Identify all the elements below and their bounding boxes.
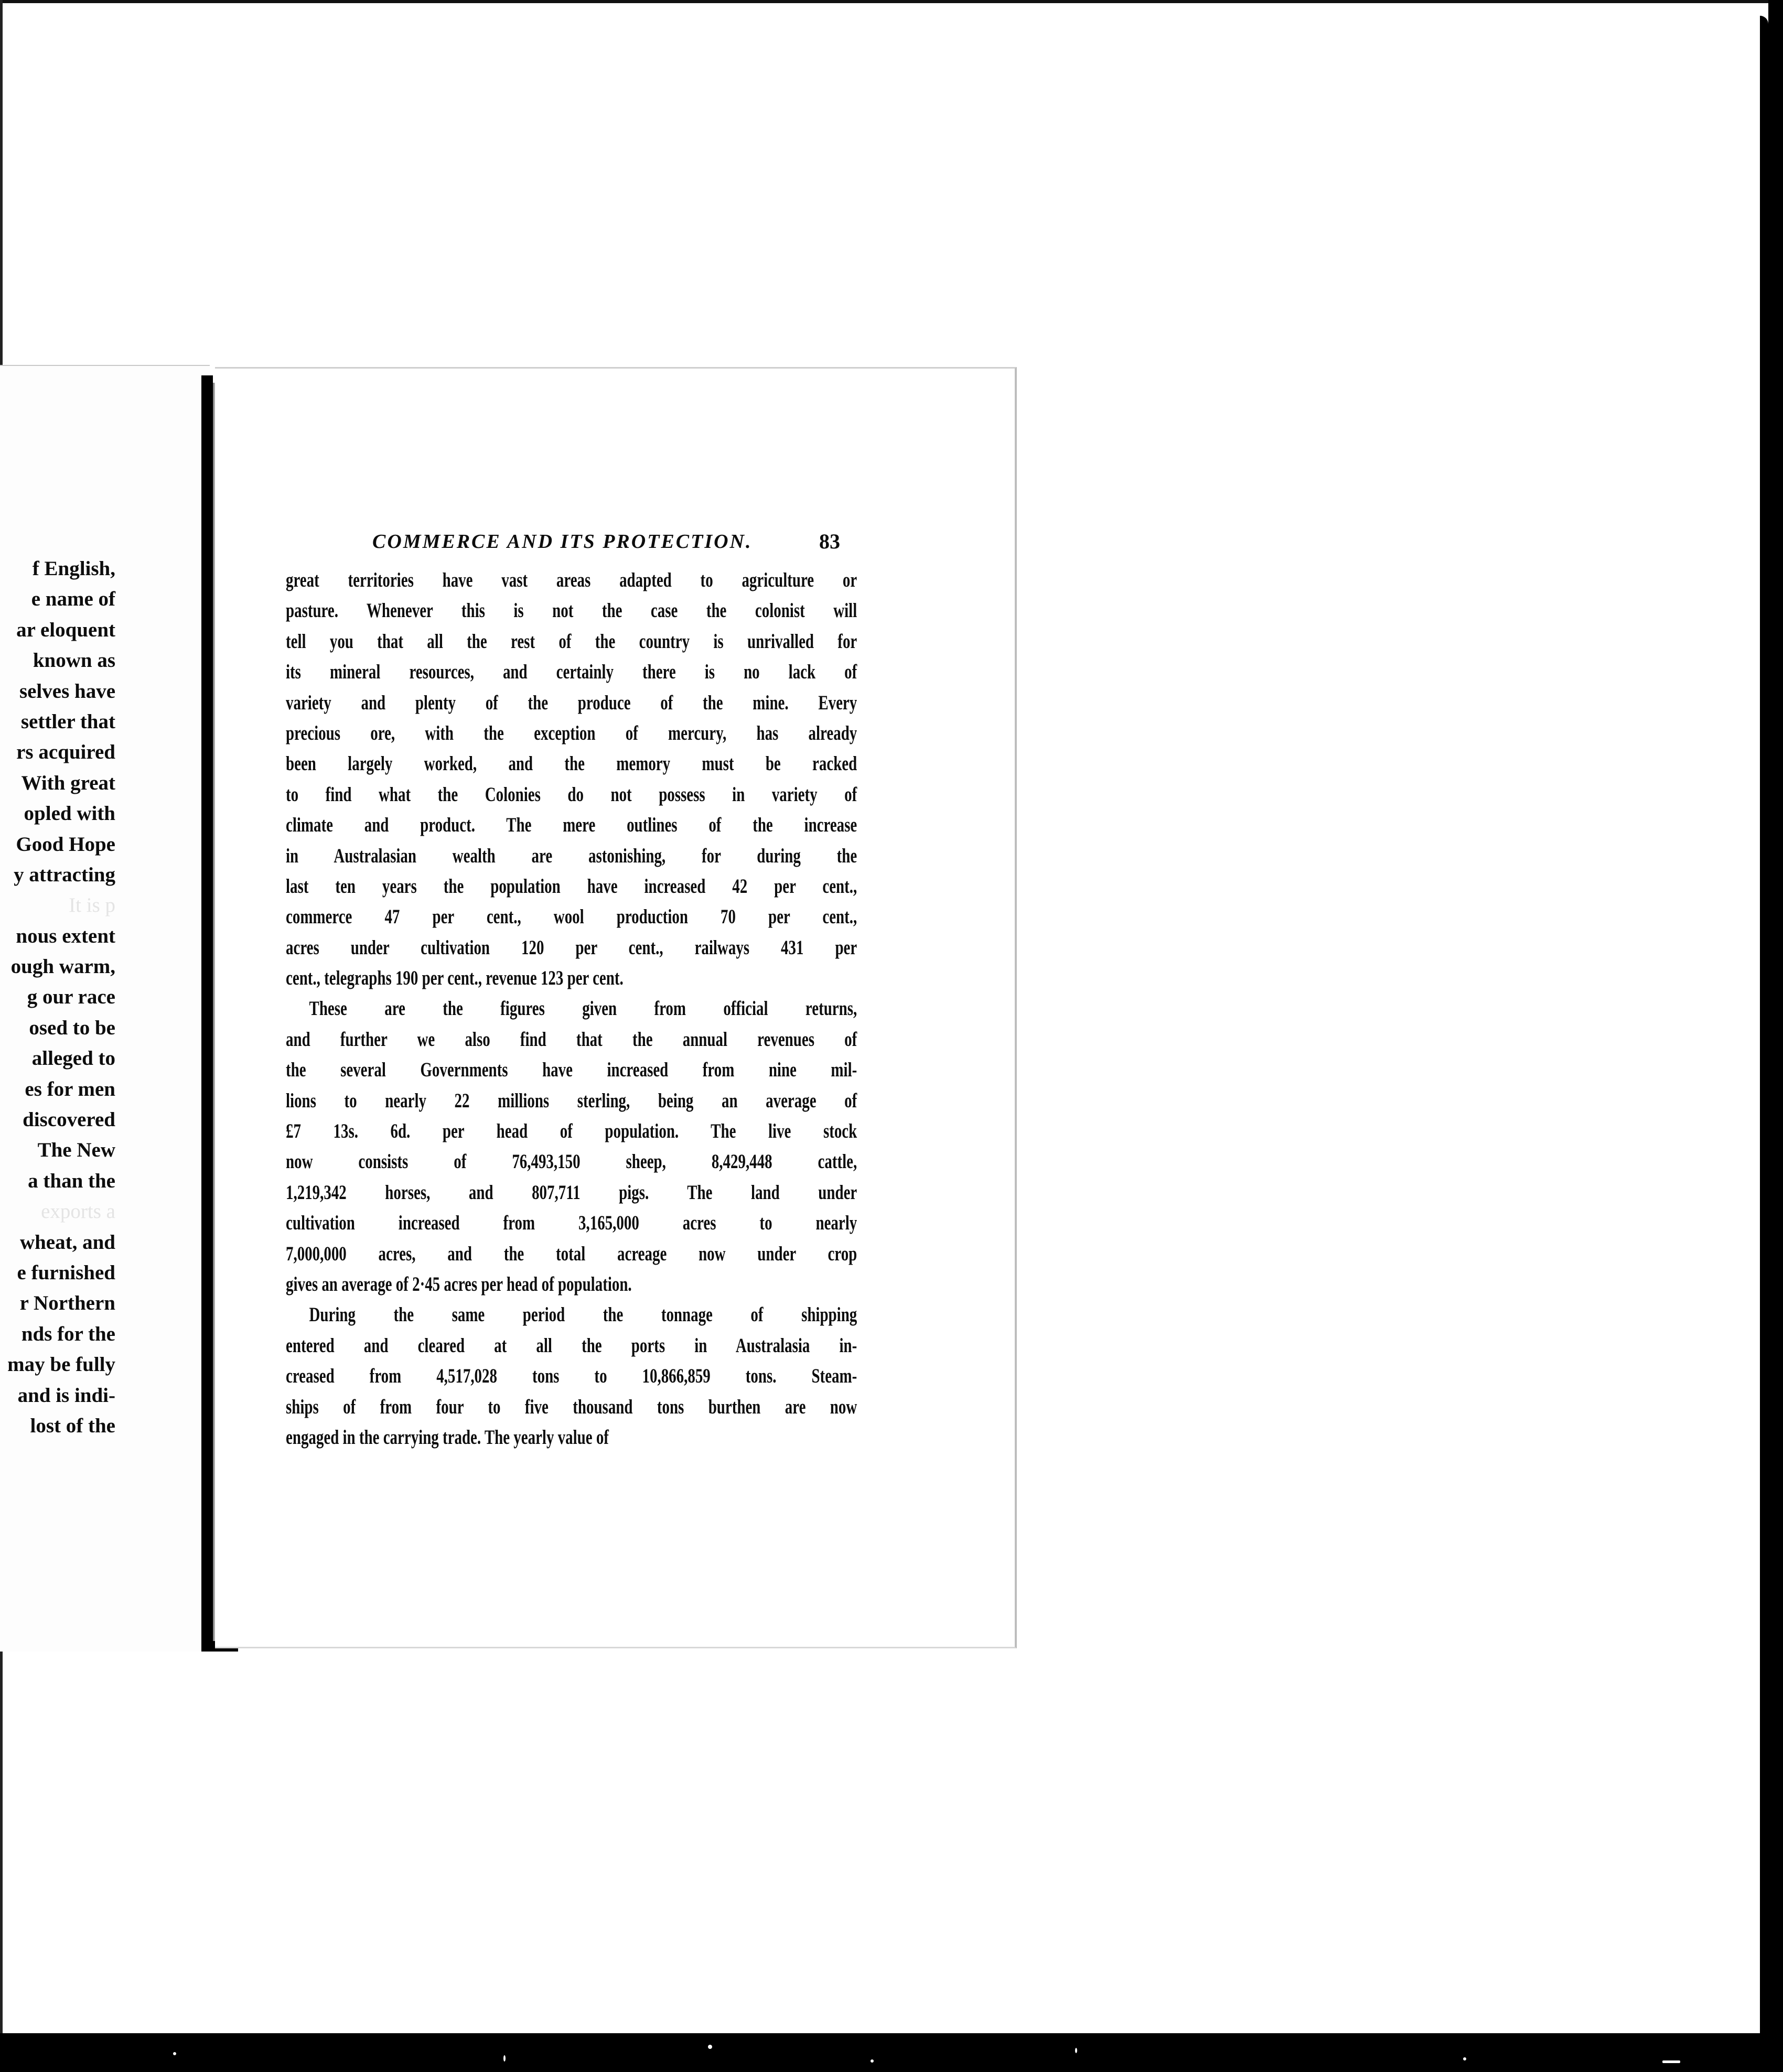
previous-page-line: discovered [23,1108,115,1131]
previous-page-line: f English, [32,557,115,580]
previous-page-line: It is p [69,894,115,917]
text-line: to find what the Colonies do not possess in variety of [286,783,857,806]
text-line: been largely worked, and the memory must be racked [286,752,857,775]
text-line: gives an average of 2·45 acres per head of population. [286,1272,632,1296]
text-line: ships of from four to five thousand tons burthen are now [286,1395,857,1418]
text-line: entered and cleared at all the ports in Australasia in- [286,1334,857,1357]
text-line: pasture. Whenever this is not the case the colonist will [286,599,857,622]
previous-page-line: nous extent [16,924,115,947]
previous-page-line: e furnished [17,1261,115,1284]
previous-page-line: osed to be [29,1016,115,1039]
previous-page-line: selves have [19,679,115,703]
text-line: £7 13s. 6d. per head of population. The live stock [286,1120,857,1143]
previous-page-line: rs acquired [16,741,115,764]
text-line: 7,000,000 acres, and the total acreage now under crop [286,1242,857,1265]
previous-page-fragment [0,365,210,1652]
scan-speck [173,2052,176,2055]
text-line: and further we also find that the annual revenues of [286,1028,857,1051]
text-line: engaged in the carrying trade. The yearly value of [286,1426,609,1449]
previous-page-line: The New [37,1139,115,1162]
text-line: acres under cultivation 120 per cent., railways 431 per [286,936,857,959]
text-line: climate and product. The mere outlines of the increase [286,814,857,837]
page-number: 83 [819,530,840,553]
previous-page-line: a than the [28,1169,115,1192]
previous-page-line: e name of [31,588,115,611]
text-line: great territories have vast areas adapted to agriculture or [286,569,857,591]
text-line: the several Governments have increased from nine mil- [286,1059,857,1082]
previous-page-line: lost of the [30,1414,115,1437]
text-line: variety and plenty of the produce of the mine. Every [286,691,857,714]
previous-page-line: exports a [41,1200,115,1223]
text-line: 1,219,342 horses, and 807,711 pigs. The land under [286,1181,857,1204]
paragraph [286,1300,857,1453]
previous-page-line: With great [21,771,115,794]
running-head-title: COMMERCE AND ITS PROTECTION. [372,531,753,553]
scan-border-right-inner [1760,16,1768,2039]
previous-page-line: nds for the [21,1322,115,1345]
running-head [215,526,1015,557]
text-line: now consists of 76,493,150 sheep, 8,429,448 cattle, [286,1150,857,1173]
text-line: These are the figures given from official returns, [309,997,857,1020]
paragraph [286,565,857,994]
scan-speck [503,2055,506,2062]
previous-page-line: wheat, and [19,1231,115,1254]
previous-page-line: Good Hope [16,833,115,856]
previous-page-line: ough warm, [10,955,115,978]
scan-speck [871,2059,874,2063]
text-line: cultivation increased from 3,165,000 acres to nearly [286,1212,857,1235]
book-page [215,367,1017,1648]
previous-page-line: ar eloquent [16,618,115,641]
previous-page-line: may be fully [7,1353,115,1376]
previous-page-line: alleged to [31,1047,115,1070]
scan-speck [708,2045,712,2049]
previous-page-line: opled with [24,802,115,825]
text-line: commerce 47 per cent., wool production 70 per cent., [286,905,857,929]
text-line: cent., telegraphs 190 per cent., revenue 123 per cent. [286,967,624,990]
scan-speck [1662,2060,1680,2063]
text-line: its mineral resources, and certainly there is no lack of [286,661,857,684]
previous-page-line: r Northern [19,1292,115,1315]
previous-page-line: g our race [27,986,115,1009]
text-line: creased from 4,517,028 tons to 10,866,859 tons. Steam- [286,1365,857,1388]
text-line: During the same period the tonnage of shipping [309,1303,857,1326]
book-spine [201,375,213,1649]
text-line: in Australasian wealth are astonishing, for during the [286,844,857,867]
text-line: precious ore, with the exception of mercury, has already [286,721,857,744]
scan-speck [1463,2057,1466,2060]
previous-page-line: es for men [25,1077,115,1100]
text-line: tell you that all the rest of the country is unrivalled for [286,630,857,653]
previous-page-line: y attracting [14,863,115,886]
previous-page-line: settler that [20,710,115,733]
body-text [286,565,857,1453]
scan-border-right [1768,0,1783,2072]
scan-border-bottom [0,2033,1783,2072]
scan-border-top [0,0,1768,3]
text-line: lions to nearly 22 millions sterling, being an average of [286,1089,857,1112]
previous-page-line: known as [33,649,115,672]
previous-page-text [0,554,115,1441]
previous-page-line: and is indi- [17,1384,115,1407]
text-line: last ten years the population have increased 42 per cent., [286,875,857,898]
scan-speck [1075,2048,1077,2053]
paragraph [286,994,857,1300]
